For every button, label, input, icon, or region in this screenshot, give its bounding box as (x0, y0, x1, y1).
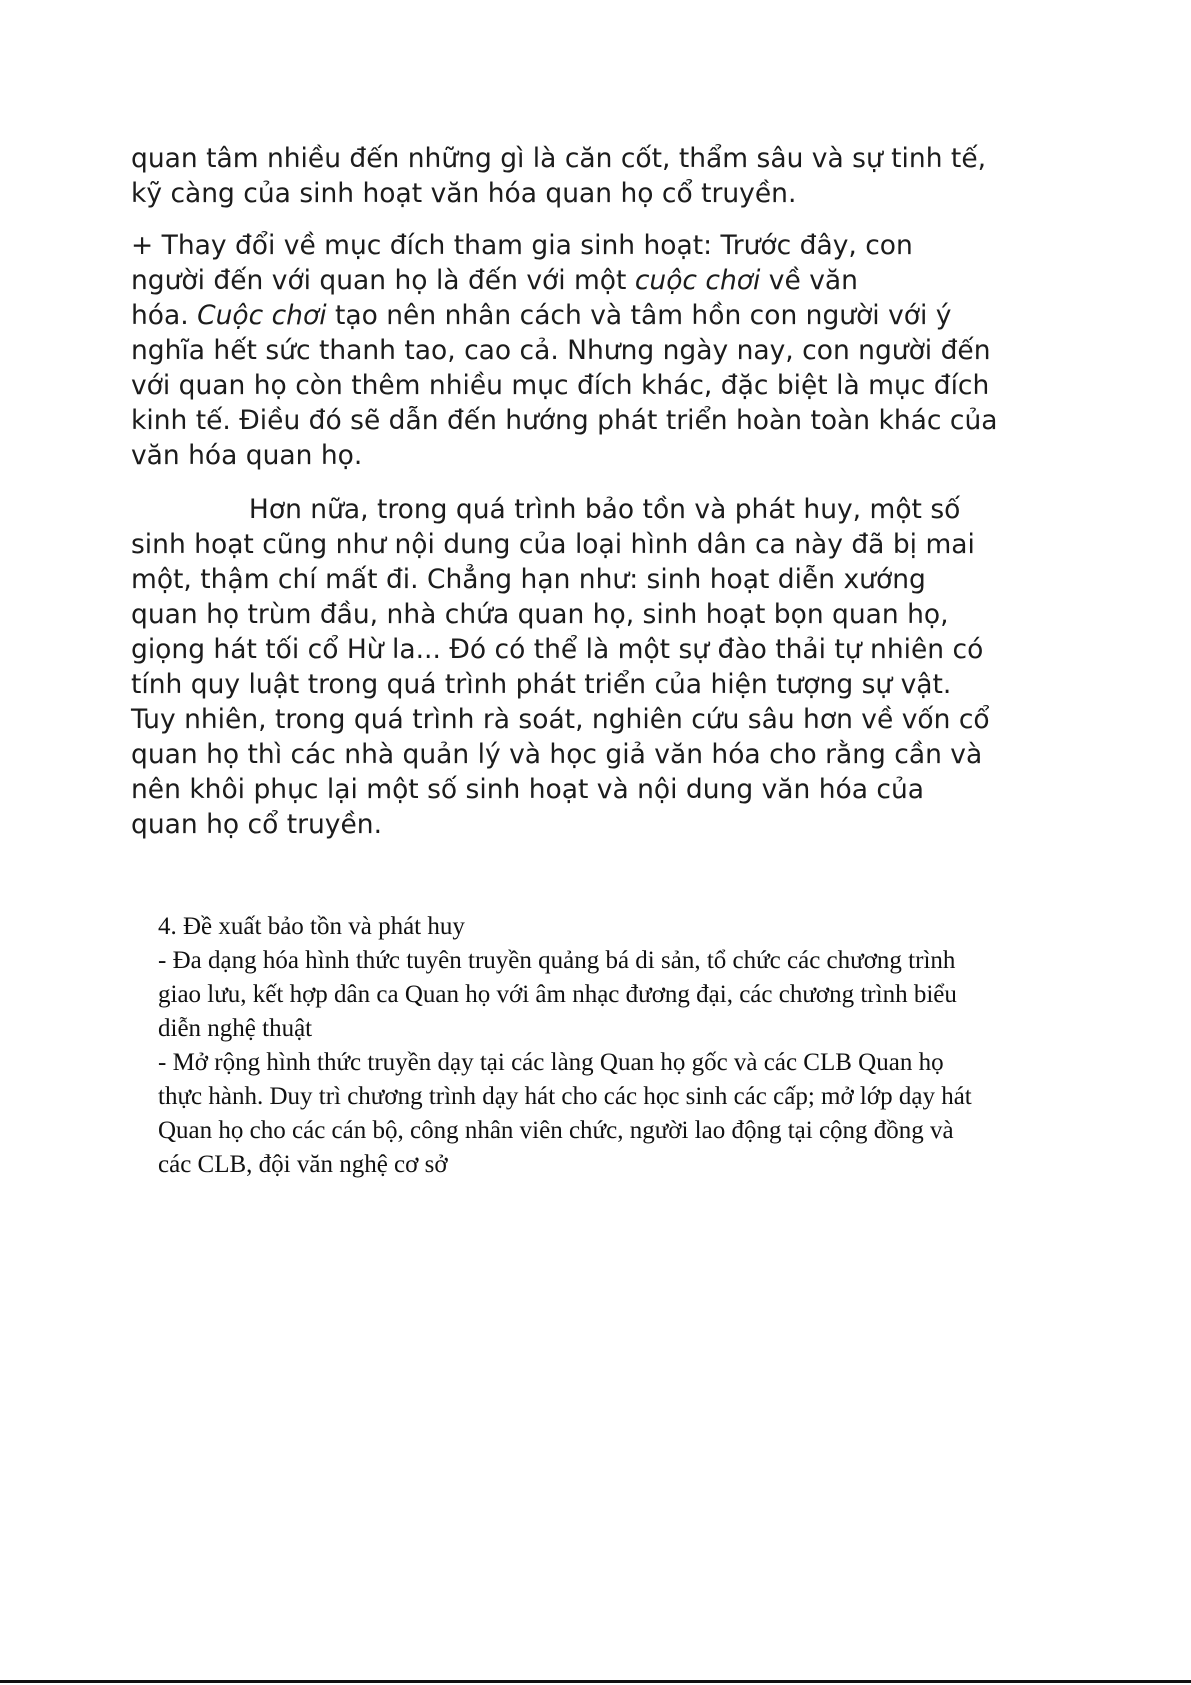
text-line: nên khôi phục lại một số sinh hoạt và nội dung văn hóa của (131, 774, 924, 805)
section-proposals (158, 910, 1098, 1182)
text-line: giao lưu, kết hợp dân ca Quan họ với âm nhạc đương đại, các chương trình biểu (158, 981, 957, 1008)
text-run: về văn (760, 265, 858, 296)
text-line: quan họ thì các nhà quản lý và học giả văn hóa cho rằng cần và (131, 739, 983, 770)
page-bottom-rule (0, 1680, 1191, 1683)
section-heading: 4. Đề xuất bảo tồn và phát huy (158, 913, 465, 940)
text-line (131, 298, 1071, 333)
text-line: nghĩa hết sức thanh tao, cao cả. Nhưng ngày nay, con người đến (131, 335, 991, 366)
text-line: Hơn nữa, trong quá trình bảo tồn và phát huy, một số (131, 494, 961, 525)
text-line: tính quy luật trong quá trình phát triển của hiện tượng sự vật. (131, 669, 952, 700)
text-run: người đến với quan họ là đến với một (131, 265, 635, 296)
text-line: sinh hoạt cũng như nội dung của loại hình dân ca này đã bị mai (131, 529, 975, 560)
text-line: kỹ càng của sinh hoạt văn hóa quan họ cổ truyền. (131, 178, 797, 209)
text-line: thực hành. Duy trì chương trình dạy hát cho các học sinh các cấp; mở lớp dạy hát (158, 1083, 972, 1110)
text-line: Tuy nhiên, trong quá trình rà soát, nghiên cứu sâu hơn về vốn cổ (131, 704, 990, 735)
text-line: kinh tế. Điều đó sẽ dẫn đến hướng phát triển hoàn toàn khác của (131, 405, 998, 436)
text-line: quan họ cổ truyền. (131, 809, 382, 840)
text-line: + Thay đổi về mục đích tham gia sinh hoạt: Trước đây, con (131, 230, 913, 261)
text-line: một, thậm chí mất đi. Chẳng hạn như: sinh hoạt diễn xướng (131, 564, 926, 595)
text-line: quan họ trùm đầu, nhà chứa quan họ, sinh hoạt bọn quan họ, (131, 599, 949, 630)
text-line: - Mở rộng hình thức truyền dạy tại các làng Quan họ gốc và các CLB Quan họ (158, 1049, 944, 1076)
text-line: Quan họ cho các cán bộ, công nhân viên chức, người lao động tại cộng đồng và (158, 1117, 954, 1144)
text-line: diễn nghệ thuật (158, 1015, 313, 1042)
text-run: hóa. (131, 300, 198, 331)
text-line: với quan họ còn thêm nhiều mục đích khác, đặc biệt là mục đích (131, 370, 990, 401)
italic-term: cuộc chơi (634, 265, 761, 296)
paragraph-preservation (131, 492, 1071, 842)
text-line: giọng hát tối cổ Hừ la... Đó có thể là một sự đào thải tự nhiên có (131, 634, 984, 665)
paragraph-purpose-change (131, 228, 1071, 473)
text-line: - Đa dạng hóa hình thức tuyên truyền quảng bá di sản, tổ chức các chương trình (158, 947, 956, 974)
text-line: quan tâm nhiều đến những gì là căn cốt, thẩm sâu và sự tinh tế, (131, 143, 987, 174)
text-line: các CLB, đội văn nghệ cơ sở (158, 1151, 448, 1178)
italic-term: Cuộc chơi (197, 300, 327, 331)
text-line (131, 263, 1071, 298)
paragraph-continuation (131, 141, 1071, 211)
text-line: văn hóa quan họ. (131, 440, 363, 471)
text-run: tạo nên nhân cách và tâm hồn con người với ý (326, 300, 952, 331)
